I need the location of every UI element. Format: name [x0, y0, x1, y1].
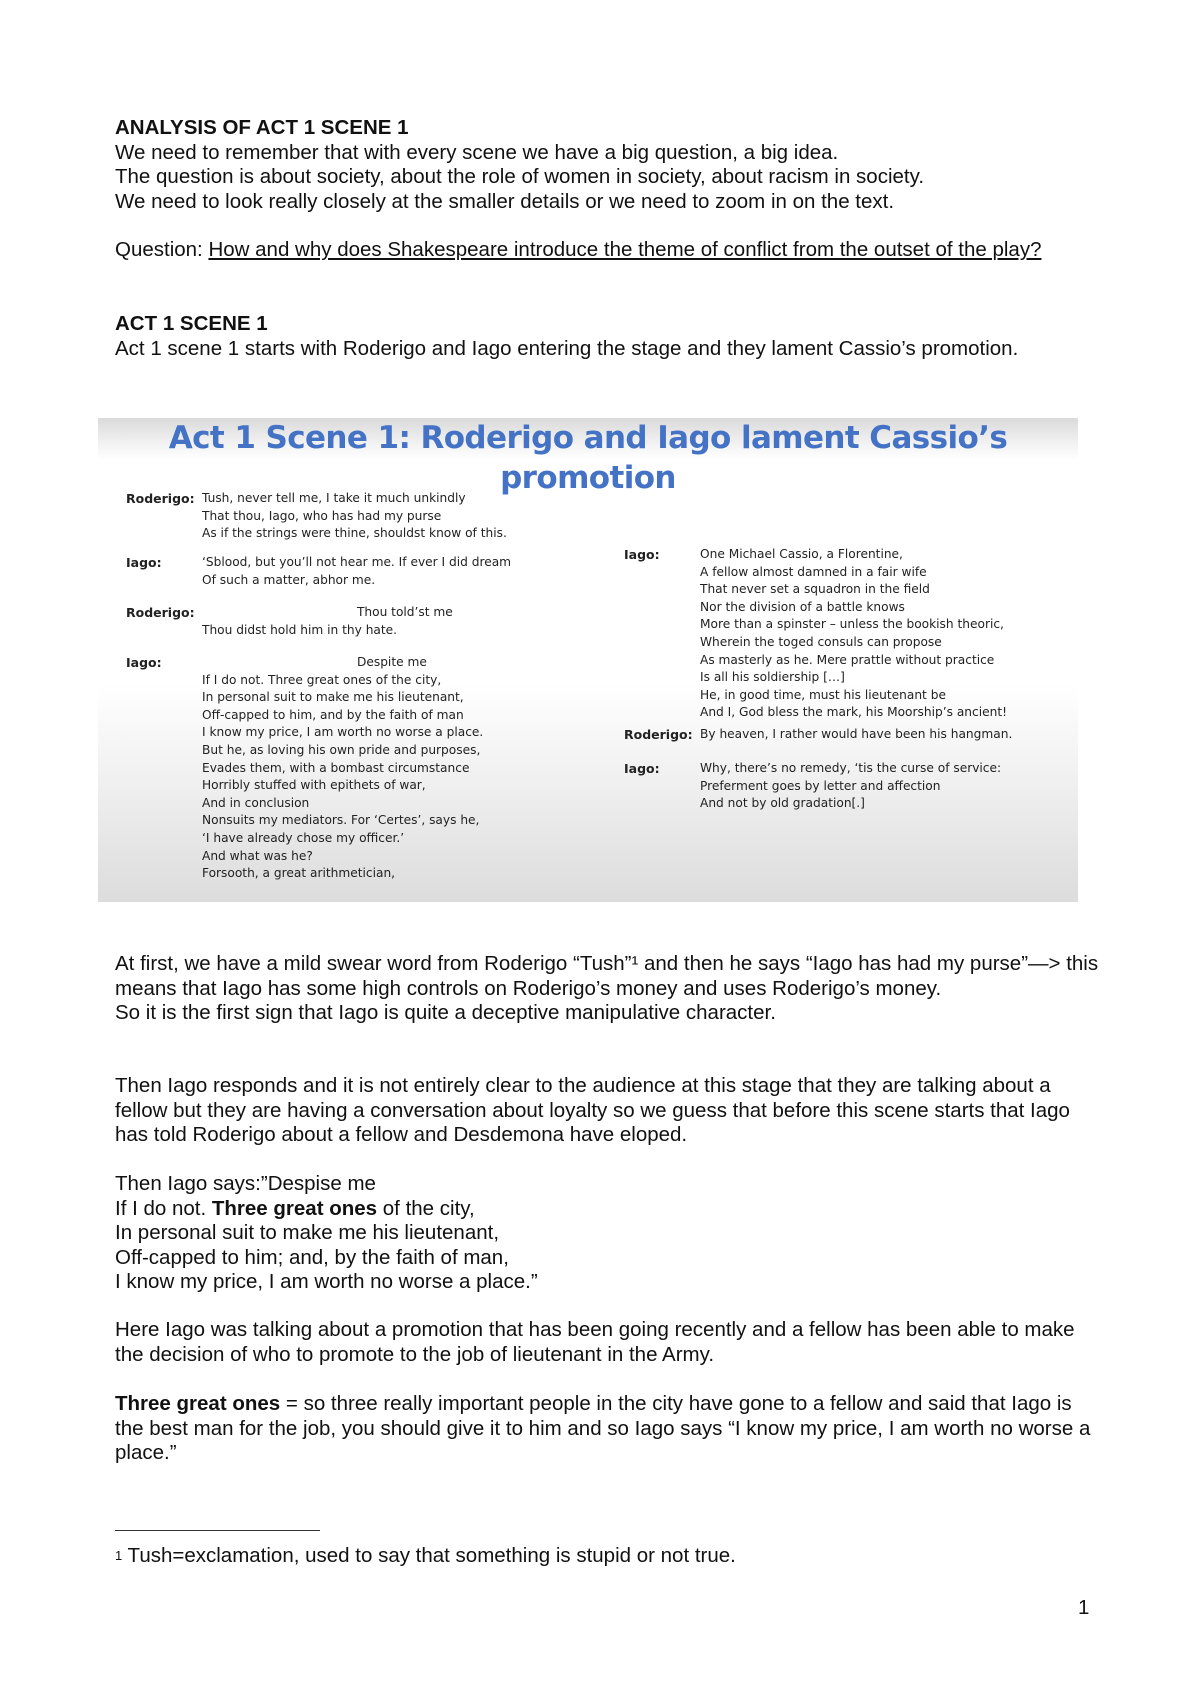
dialogue-line: Is all his soldiership […]	[700, 670, 845, 685]
dialogue-line: As masterly as he. Mere prattle without practice	[700, 652, 995, 667]
quote-text: of the city,	[377, 1196, 475, 1220]
dialogue-line: Off-capped to him, and by the faith of man	[202, 707, 464, 722]
dialogue-line: A fellow almost damned in a fair wife	[700, 564, 927, 579]
dialogue-line: If I do not. Three great ones of the city,	[202, 672, 442, 687]
dialogue-line: I know my price, I am worth no worse a place.	[202, 725, 484, 740]
dialogue-line: ‘I have already chose my officer.’	[202, 831, 405, 845]
intro-line: We need to remember that with every scene we have a big question, a big idea.	[115, 140, 839, 164]
body-text: Here Iago was talking about a promotion that has been going recently and a fellow has been able to make the decision of who to promote to the job of lieutenant in the Army.	[115, 1318, 1075, 1366]
speaker-label: Roderigo:	[126, 605, 195, 620]
speaker-label: Iago:	[126, 555, 162, 570]
dialogue-line: Horribly stuffed with epithets of war,	[202, 778, 426, 793]
dialogue-line: Forsooth, a great arithmetician,	[202, 866, 396, 881]
paragraph-1	[115, 952, 1105, 1026]
footnote-divider	[115, 1530, 320, 1531]
quote-bold-text: Three great ones	[211, 1196, 378, 1220]
body-text	[115, 1392, 1105, 1466]
dialogue-line: By heaven, I rather would have been his hangman.	[700, 727, 1013, 741]
quote-line: In personal suit to make me his lieutenant,	[115, 1221, 500, 1245]
intro-line: The question is about society, about the role of women in society, about racism in society.	[115, 165, 925, 189]
dialogue-line: And in conclusion	[202, 795, 310, 810]
quote-line: I know my price, I am worth no worse a place.”	[115, 1270, 538, 1294]
dialogue-line: That thou, Iago, who has had my purse	[202, 508, 442, 523]
speaker-label: Iago:	[624, 761, 660, 776]
body-text: At first, we have a mild swear word from Roderigo “Tush”¹ and then he says “Iago has had my purse”—> this means that Iago has some high controls on Roderigo’s money and uses Roderigo’s money.	[115, 952, 1099, 1000]
dialogue-line: Preferment goes by letter and affection	[700, 778, 941, 793]
body-text: Then Iago responds and it is not entirely clear to the audience at this stage that they are talking about a fellow but they are having a conversation about loyalty so we guess that before this scene starts that Iago has told Roderigo about a fellow and Desdemona have eloped.	[115, 1074, 1070, 1147]
speaker-label: Iago:	[126, 655, 162, 670]
dialogue-line: In personal suit to make me his lieutenant,	[202, 690, 464, 705]
dialogue-line: Evades them, with a bombast circumstance	[202, 760, 470, 775]
dialogue-line: Why, there’s no remedy, ‘tis the curse of service:	[700, 761, 1002, 775]
body-text: So it is the first sign that Iago is quite a deceptive manipulative character.	[115, 1001, 776, 1025]
dialogue-line: And I, God bless the mark, his Moorship’s ancient!	[700, 705, 1007, 720]
dialogue-line: And not by old gradation[.]	[700, 796, 865, 811]
footnote	[115, 1544, 736, 1568]
act-intro-text: Act 1 scene 1 starts with Roderigo and Iago entering the stage and they lament Cassio’s promotion.	[115, 336, 1019, 360]
speaker-label: Iago:	[624, 547, 660, 562]
dialogue-line: That never set a squadron in the field	[700, 582, 930, 597]
paragraph-3	[115, 1318, 1105, 1367]
dialogue-line: Of such a matter, abhor me.	[202, 572, 376, 587]
paragraph-4	[115, 1392, 1105, 1466]
body-text-rest: = so three really important people in the city have gone to a fellow and said that Iago is the best man for the job, you should give it to him and so Iago says “I know my price, I am worth no worse a place.”	[115, 1392, 1091, 1465]
page-number: 1	[1078, 1596, 1090, 1619]
dialogue-line: But he, as loving his own pride and purposes,	[202, 743, 481, 757]
slide-image	[98, 418, 1078, 902]
dialogue-line: Wherein the toged consuls can propose	[700, 635, 942, 649]
quote-line	[115, 1197, 1105, 1222]
dialogue-line: Despite me	[202, 655, 427, 669]
main-heading: ANALYSIS OF ACT 1 SCENE 1	[115, 116, 409, 139]
quote-text: If I do not.	[115, 1196, 212, 1220]
footnote-text: Tush=exclamation, used to say that something is stupid or not true.	[122, 1544, 736, 1567]
dialogue-line: ‘Sblood, but you’ll not hear me. If ever I did dream	[202, 555, 512, 569]
dialogue-line: And what was he?	[202, 848, 313, 863]
paragraph-2	[115, 1074, 1105, 1148]
question-label: Question:	[115, 238, 209, 261]
dialogue-line: Thou told’st me	[202, 605, 453, 619]
dialogue-line: Nonsuits my mediators. For ‘Certes’, says he,	[202, 813, 480, 828]
dialogue-line: He, in good time, must his lieutenant be	[700, 687, 946, 702]
quote-block	[115, 1172, 1105, 1295]
bold-term: Three great ones	[115, 1392, 281, 1415]
quote-line: Then Iago says:”Despise me	[115, 1172, 376, 1195]
speaker-label: Roderigo:	[126, 491, 195, 506]
footnote-mark: 1	[115, 1548, 123, 1563]
dialogue-line: One Michael Cassio, a Florentine,	[700, 547, 903, 561]
slide-title: Act 1 Scene 1: Roderigo and Iago lament Cassio’s promotion	[98, 418, 1078, 460]
section-heading: ACT 1 SCENE 1	[115, 312, 268, 335]
analysis-section	[115, 116, 1105, 214]
dialogue-line: As if the strings were thine, shouldst know of this.	[202, 526, 507, 541]
question-paragraph	[115, 238, 1105, 263]
dialogue-line: More than a spinster – unless the bookish theoric,	[700, 617, 1004, 632]
intro-line: We need to look really closely at the smaller details or we need to zoom in on the text.	[115, 189, 895, 213]
dialogue-line: Nor the division of a battle knows	[700, 599, 905, 614]
dialogue-line: Thou didst hold him in thy hate.	[202, 622, 398, 637]
quote-line: Off-capped to him; and, by the faith of man,	[115, 1245, 509, 1269]
question-text: How and why does Shakespeare introduce the theme of conflict from the outset of the play?	[208, 238, 1042, 261]
act-section	[115, 312, 1105, 361]
speaker-label: Roderigo:	[624, 727, 693, 742]
dialogue-line: Tush, never tell me, I take it much unkindly	[202, 491, 466, 505]
